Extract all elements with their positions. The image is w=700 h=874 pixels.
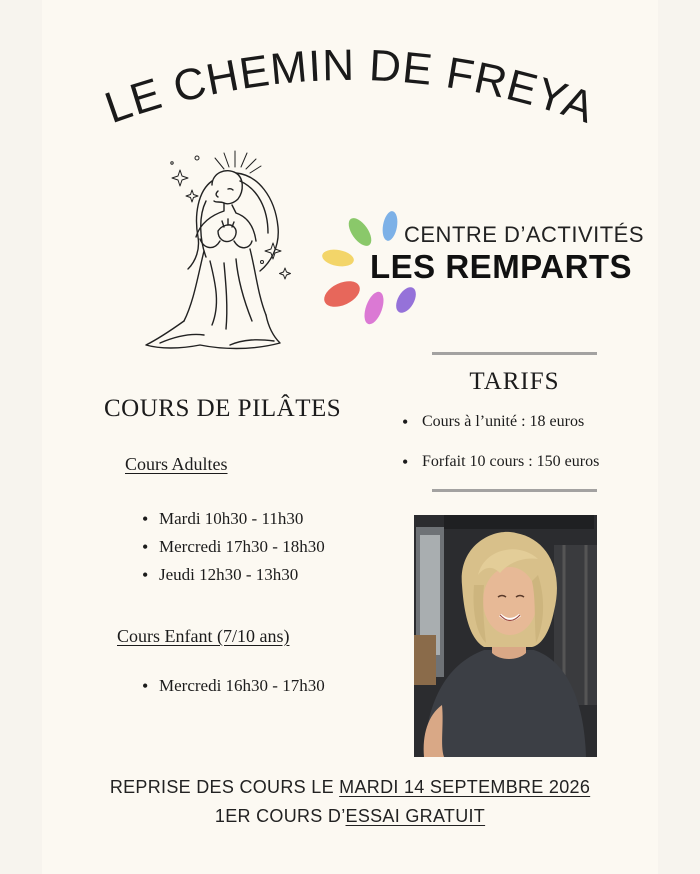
divider-top: [432, 352, 597, 355]
instructor-photo: [414, 515, 597, 757]
poster-title: [0, 0, 700, 160]
logo-petal: [381, 210, 400, 242]
footer-essai-prefix: 1ER COURS D’: [214, 806, 346, 826]
schedule-item: • Mercredi 16h30 - 17h30: [142, 674, 325, 702]
schedule-item: • Mercredi 17h30 - 18h30: [142, 535, 325, 563]
logo-petal: [361, 289, 388, 326]
enfant-heading: Cours Enfant (7/10 ans): [117, 626, 290, 646]
logo-text-les-remparts: LES REMPARTS: [370, 248, 633, 285]
adultes-heading: Cours Adultes: [125, 454, 228, 474]
logo-petal: [392, 284, 420, 316]
enfant-schedule: [142, 674, 325, 702]
tarif-item: • Forfait 10 cours : 150 euros: [402, 450, 692, 490]
schedule-item: • Jeudi 12h30 - 13h30: [142, 563, 325, 591]
logo-petal: [320, 276, 364, 312]
tarifs-heading: TARIFS: [469, 368, 560, 395]
logo-text-centre: CENTRE D’ACTIVITÉS: [404, 222, 645, 247]
svg-text:LE CHEMIN DE FREYA: [99, 41, 601, 133]
footer-essai: [0, 806, 700, 827]
footer-essai-gratuit: ESSAI GRATUIT: [345, 806, 486, 826]
logo-petal: [321, 247, 355, 268]
tarifs-list: [402, 410, 692, 490]
cours-heading: COURS DE PILÂTES: [104, 395, 342, 422]
footer-reprise-prefix: REPRISE DES COURS LE: [109, 777, 340, 797]
poster-title-text: LE CHEMIN DE FREYA: [98, 40, 601, 133]
logo-petal: [344, 214, 375, 249]
adultes-schedule: [142, 507, 325, 591]
footer-reprise: [0, 777, 700, 798]
goddess-illustration: [140, 145, 295, 367]
divider-bottom: [432, 489, 597, 492]
footer-reprise-date: MARDI 14 SEPTEMBRE 2026: [339, 777, 591, 797]
schedule-item: • Mardi 10h30 - 11h30: [142, 507, 325, 535]
tarif-item: • Cours à l’unité : 18 euros: [402, 410, 692, 450]
